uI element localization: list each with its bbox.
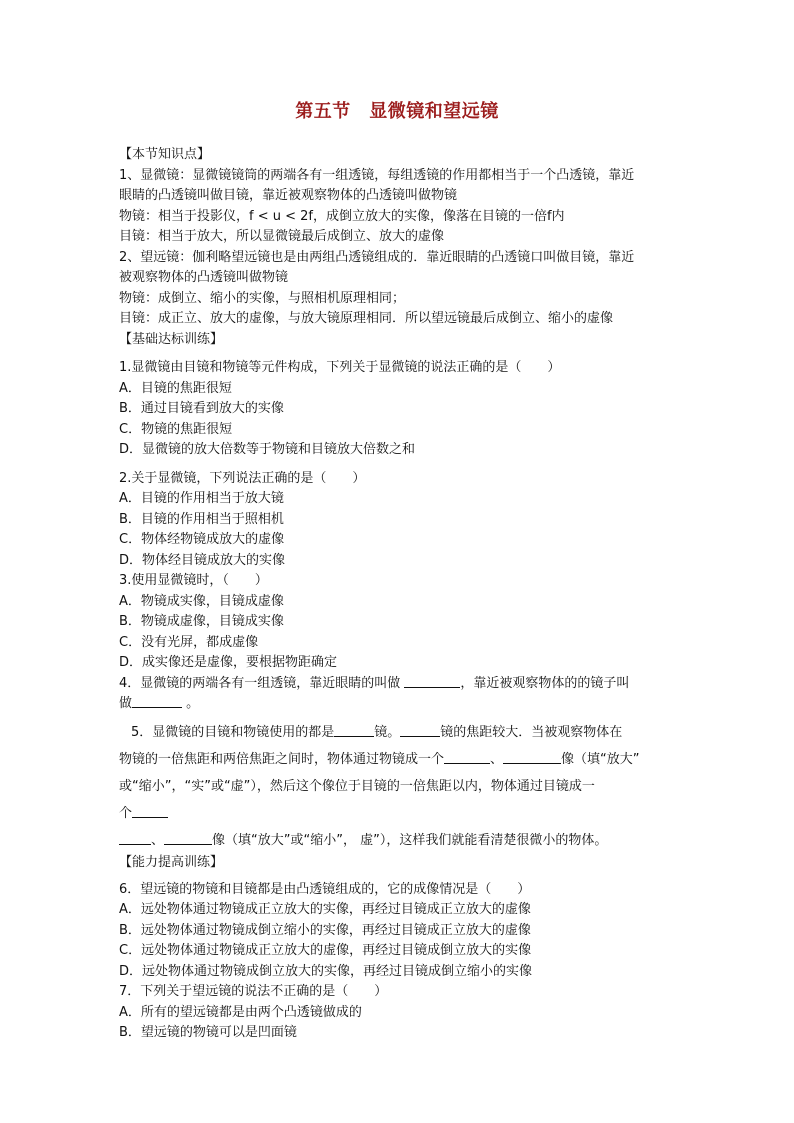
answer-blank[interactable]: [164, 832, 212, 845]
knowledge-line: 目镜：成正立、放大的虚像，与放大镜原理相同．所以望远镜最后成倒立、缩小的虚像: [119, 311, 614, 326]
question-text: 。: [186, 696, 200, 711]
knowledge-line: 物镜：相当于投影仪，f < u < 2f，成倒立放大的实像，像落在目镜的一倍f内: [119, 208, 565, 224]
answer-blank[interactable]: [444, 751, 490, 764]
question-4: [119, 674, 679, 715]
section-header-advanced: 【能力提高训练】: [119, 854, 224, 870]
question-stem: 1.显微镜由目镜和物镜等元件构成，下列关于显微镜的说法正确的是（ ）: [119, 360, 561, 375]
option-a: A．目镜的焦距很短: [119, 380, 232, 396]
question-5-cont: [119, 746, 679, 854]
question-text: 做: [119, 696, 133, 711]
page-title: 第五节 显微镜和望远镜: [295, 101, 499, 122]
question-1: [119, 358, 679, 461]
option-d: D．显微镜的放大倍数等于物镜和目镜放大倍数之和: [119, 442, 416, 457]
option-c: C．远处物体通过物镜成正立放大的虚像，再经过目镜成倒立放大的实像: [119, 943, 532, 958]
question-stem: 2.关于显微镜，下列说法正确的是（ ）: [119, 470, 366, 486]
knowledge-line: 2、望远镜：伽利略望远镜也是由两组凸透镜组成的．靠近眼睛的凸透镜口叫做目镜，靠近: [119, 249, 635, 265]
knowledge-line: 目镜：相当于放大，所以显微镜最后成倒立、放大的虚像: [119, 229, 445, 244]
answer-blank[interactable]: [334, 724, 374, 737]
option-b: B．通过目镜看到放大的实像: [119, 401, 284, 416]
knowledge-section: [119, 166, 679, 330]
option-b: B．远处物体通过物镜成倒立缩小的实像，再经过目镜成正立放大的虚像: [119, 922, 531, 938]
question-stem: 6．望远镜的物镜和目镜都是由凸透镜组成的，它的成像情况是（ ）: [119, 881, 531, 897]
question-text: 像（填“放大”或“缩小”， 虚”），这样我们就能看清楚很微小的物体。: [212, 832, 608, 848]
knowledge-line: 1、显微镜：显微镜镜筒的两端各有一组透镜，每组透镜的作用都相当于一个凸透镜，靠近: [119, 167, 635, 183]
question-text: 镜。: [374, 724, 401, 740]
option-b: B．望远镜的物镜可以是凹面镜: [119, 1025, 297, 1040]
option-d: D．成实像还是虚像，要根据物距确定: [119, 655, 338, 670]
question-text: 或“缩小”，“实”或“虚”），然后这个像位于目镜的一倍焦距以内，物体通过目镜成一: [119, 778, 595, 794]
option-a: A．远处物体通过物镜成正立放大的实像，再经过目镜成正立放大的虚像: [119, 902, 531, 917]
option-b: B．目镜的作用相当于照相机: [119, 511, 284, 527]
option-a: A．物镜成实像，目镜成虚像: [119, 593, 284, 609]
answer-blank[interactable]: [400, 724, 440, 737]
question-text: 、: [151, 832, 165, 848]
question-5: [119, 719, 679, 746]
option-a: A．目镜的作用相当于放大镜: [119, 491, 284, 506]
option-a: A．所有的望远镜都是由两个凸透镜做成的: [119, 1004, 362, 1020]
question-2: [119, 469, 679, 572]
answer-blank[interactable]: [119, 832, 151, 845]
question-text: 4．显微镜的两端各有一组透镜，靠近眼睛的叫做: [119, 675, 401, 691]
answer-blank[interactable]: [132, 805, 168, 818]
answer-blank[interactable]: [503, 751, 561, 764]
knowledge-line: 被观察物体的凸透镜叫做物镜: [119, 270, 289, 285]
answer-blank[interactable]: [404, 675, 460, 688]
question-text: 物镜的一倍焦距和两倍焦距之间时，物体通过物镜成一个: [119, 751, 445, 767]
question-text: ，靠近被观察物体的的镜子叫: [460, 675, 630, 691]
answer-blank[interactable]: [132, 695, 182, 708]
question-stem: 7．下列关于望远镜的说法不正确的是（ ）: [119, 984, 388, 999]
question-text: 个: [119, 805, 133, 821]
option-c: C．物体经物镜成放大的虚像: [119, 532, 285, 547]
question-6: [119, 880, 679, 983]
option-c: C．没有光屏，都成虚像: [119, 634, 259, 650]
knowledge-line: 眼睛的凸透镜叫做目镜，靠近被观察物体的凸透镜叫做物镜: [119, 188, 458, 203]
question-stem: 3.使用显微镜时，（ ）: [119, 573, 268, 588]
question-3: [119, 571, 679, 674]
knowledge-line: 物镜：成倒立、缩小的实像，与照相机原理相同；: [119, 290, 406, 306]
question-text: 5．显微镜的目镜和物镜使用的都是: [131, 724, 335, 740]
section-header-basic: 【基础达标训练】: [119, 331, 224, 347]
question-7: [119, 982, 679, 1044]
option-d: D．物体经目镜成放大的实像: [119, 552, 286, 568]
option-b: B．物镜成虚像，目镜成实像: [119, 614, 284, 629]
document-body: [119, 145, 679, 1044]
option-d: D．远处物体通过物镜成倒立放大的实像，再经过目镜成倒立缩小的实像: [119, 963, 533, 979]
question-text: 镜的焦距较大．当被观察物体在: [440, 724, 623, 740]
option-c: C．物镜的焦距很短: [119, 421, 233, 437]
section-header-knowledge: 【本节知识点】: [119, 147, 211, 162]
question-text: 像（填“放大”: [561, 751, 640, 767]
question-text: 、: [490, 751, 504, 767]
